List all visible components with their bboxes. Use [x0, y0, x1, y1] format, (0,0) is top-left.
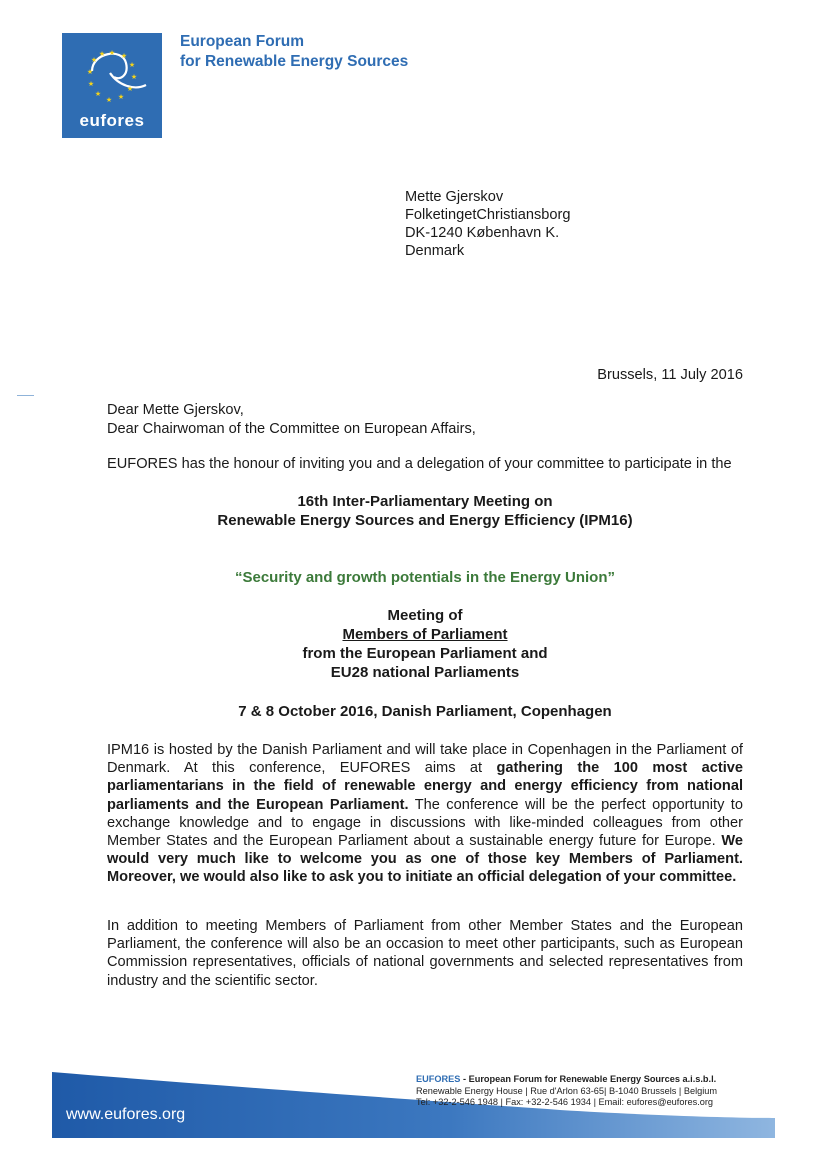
organization-name: [180, 32, 408, 71]
event-title-line-1: 16th Inter-Parliamentary Meeting on: [297, 493, 553, 510]
margin-mark: [17, 395, 34, 396]
svg-text:★: ★: [87, 80, 95, 88]
org-name-line-2: for Renewable Energy Sources: [180, 52, 409, 70]
eufores-logo: [62, 33, 162, 138]
footer-address: Renewable Energy House | Rue d'Arlon 63-65| B-1040 Brussels | Belgium: [416, 1085, 718, 1096]
recipient-line-2: FolketingetChristiansborg: [405, 207, 571, 223]
svg-text:★: ★: [130, 73, 138, 81]
svg-text:★: ★: [126, 85, 134, 93]
svg-text:★: ★: [98, 50, 106, 58]
from-line: from the European Parliament and: [302, 645, 548, 662]
body-paragraph-1: [107, 741, 743, 887]
footer-org-rest: - European Forum for Renewable Energy Sources a.i.s.b.l.: [460, 1074, 717, 1084]
logo-wordmark: eufores: [79, 111, 145, 130]
para1-bold-2: We would very much like to welcome you as one of those key Members of Parliament. Moreover, we would also like to ask you to initiate an official delegation of your committee.: [107, 833, 743, 886]
svg-text:★: ★: [108, 49, 116, 57]
event-tagline: “Security and growth potentials in the Energy Union”: [234, 569, 616, 586]
members-of-parliament: Members of Parliament: [342, 626, 508, 643]
meeting-audience: [107, 606, 743, 682]
event-title-line-2: Renewable Energy Sources and Energy Efficiency (IPM16): [217, 512, 633, 529]
meeting-of: Meeting of: [387, 607, 463, 624]
body-paragraph-2: In addition to meeting Members of Parliament from other Member States and the European Parliament, the conference will also be an occasion to meet other participants, such as European Commission representatives, officials of national governments and selected representatives from industry and the scientific sector.: [107, 918, 743, 989]
para1-bold-1: gathering the 100 most active parliamentarians in the field of renewable energy and energy efficiency from national parliaments and the European Parliament.: [107, 760, 743, 813]
salutation-line-1: Dear Mette Gjerskov,: [107, 402, 244, 418]
svg-text:★: ★: [128, 61, 136, 69]
svg-text:★: ★: [90, 56, 98, 64]
svg-text:★: ★: [120, 52, 128, 60]
footer-website-link[interactable]: www.eufores.org: [66, 1106, 186, 1123]
svg-text:★: ★: [105, 96, 113, 104]
intro-paragraph: EUFORES has the honour of inviting you and a delegation of your committee to participate in the: [107, 456, 732, 472]
event-date-place: 7 & 8 October 2016, Danish Parliament, Copenhagen: [238, 703, 612, 720]
dateline: Brussels, 11 July 2016: [597, 367, 743, 383]
footer-org-line: [416, 1074, 717, 1086]
footer-org-short: EUFORES: [416, 1074, 461, 1084]
footer-contact: Tel: +32-2-546 1948 | Fax: +32-2-546 1934 | Email: eufores@eufores.org: [416, 1097, 714, 1107]
svg-text:★: ★: [86, 68, 94, 76]
recipient-name: Mette Gjerskov: [405, 189, 504, 205]
footer-contact-info: [416, 1074, 717, 1109]
recipient-line-4: Denmark: [405, 243, 465, 259]
event-title: [107, 492, 743, 530]
eu28-line: EU28 national Parliaments: [330, 664, 520, 681]
para1-text-1: IPM16 is hosted by the Danish Parliament and will take place in Copenhagen in the Parliament of Denmark. At this conference, EUFORES aims at: [107, 742, 743, 777]
salutation-line-2: Dear Chairwoman of the Committee on European Affairs,: [107, 421, 476, 437]
svg-text:★: ★: [117, 93, 125, 101]
salutation: [107, 401, 476, 439]
svg-text:★: ★: [94, 90, 102, 98]
org-name-line-1: European Forum: [180, 33, 305, 50]
recipient-line-3: DK-1240 København K.: [405, 225, 560, 241]
recipient-address: [405, 188, 570, 260]
para1-text-2: The conference will be the perfect opportunity to exchange knowledge and to engage in discussions with like-minded colleagues from other Member States and the European Parliament about a sustainable energy future for Europe.: [107, 796, 743, 850]
